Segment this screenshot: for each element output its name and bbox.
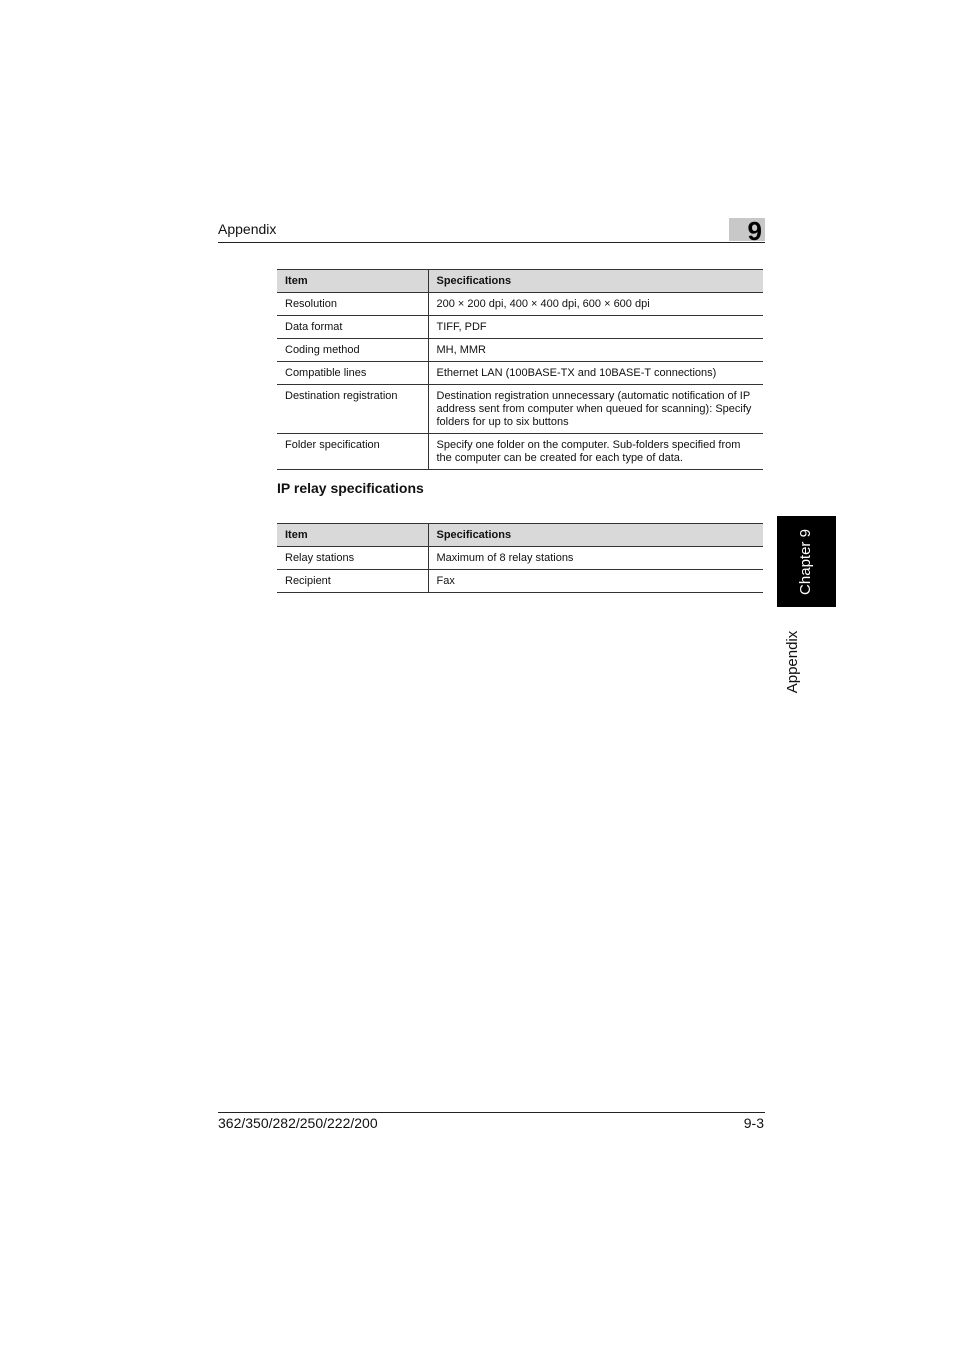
header-title: Appendix	[218, 221, 277, 237]
row-item: Recipient	[277, 570, 428, 593]
row-spec: Destination registration unnecessary (automatic notification of IP address sent from computer when queued for scanning): Specify folders for up to six buttons	[428, 385, 763, 434]
row-item: Data format	[277, 316, 428, 339]
column-header-specifications: Specifications	[428, 270, 763, 293]
column-header-item: Item	[277, 270, 428, 293]
row-spec: MH, MMR	[428, 339, 763, 362]
row-spec: TIFF, PDF	[428, 316, 763, 339]
table-row	[277, 316, 763, 339]
row-item: Coding method	[277, 339, 428, 362]
row-item: Folder specification	[277, 434, 428, 470]
chapter-side-tab	[777, 516, 836, 607]
table-row	[277, 547, 763, 570]
footer-model-numbers: 362/350/282/250/222/200	[218, 1115, 378, 1131]
table-row	[277, 339, 763, 362]
row-item: Relay stations	[277, 547, 428, 570]
column-header-item: Item	[277, 524, 428, 547]
row-spec: 200 × 200 dpi, 400 × 400 dpi, 600 × 600 dpi	[428, 293, 763, 316]
table-row	[277, 385, 763, 434]
footer-page-number: 9-3	[743, 1115, 764, 1131]
column-header-specifications: Specifications	[428, 524, 763, 547]
side-section-label: Appendix	[784, 630, 801, 694]
row-spec: Ethernet LAN (100BASE-TX and 10BASE-T connections)	[428, 362, 763, 385]
scan-specifications-table	[277, 269, 763, 470]
row-item: Resolution	[277, 293, 428, 316]
row-spec: Specify one folder on the computer. Sub-folders specified from the computer can be created for each type of data.	[428, 434, 763, 470]
section-heading-ip-relay: IP relay specifications	[277, 480, 424, 496]
header-rule	[218, 242, 765, 243]
table-row	[277, 570, 763, 593]
ip-relay-specifications-table	[277, 523, 763, 593]
chapter-number: 9	[747, 216, 762, 246]
chapter-side-tab-label: Chapter 9	[797, 529, 814, 595]
row-spec: Fax	[428, 570, 763, 593]
row-item: Compatible lines	[277, 362, 428, 385]
table-row	[277, 293, 763, 316]
table-row	[277, 434, 763, 470]
table-header-row	[277, 524, 763, 547]
table-header-row	[277, 270, 763, 293]
footer-rule	[218, 1112, 765, 1113]
row-item: Destination registration	[277, 385, 428, 434]
table-row	[277, 362, 763, 385]
row-spec: Maximum of 8 relay stations	[428, 547, 763, 570]
chapter-number-box	[729, 216, 765, 246]
